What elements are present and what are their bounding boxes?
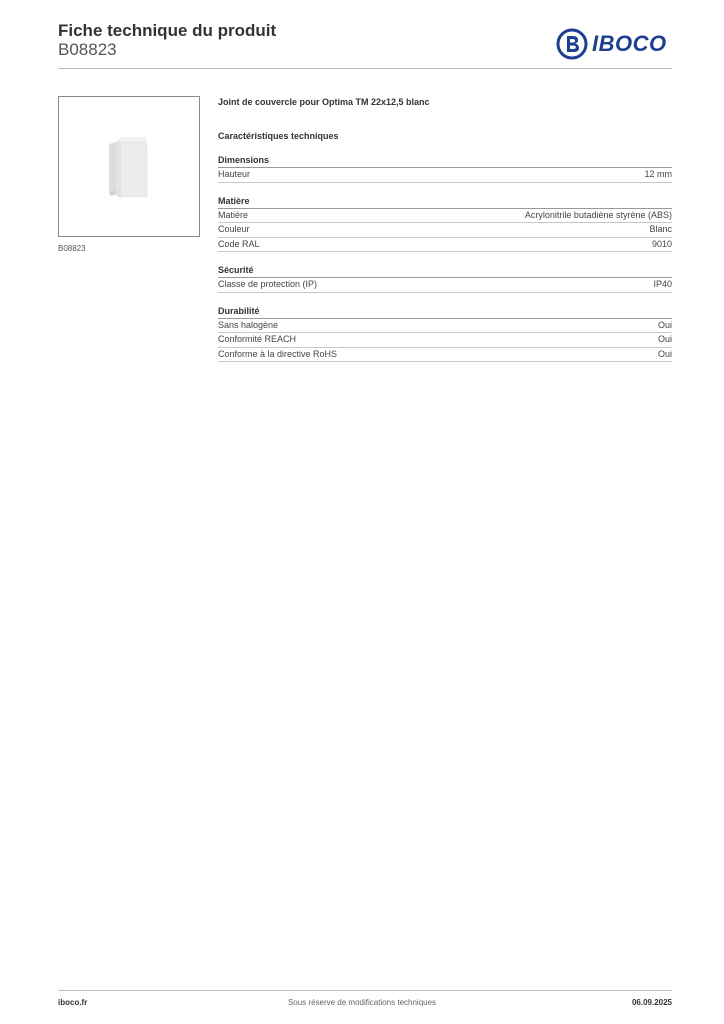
iboco-logo: [556, 28, 674, 60]
spec-label: Classe de protection (IP): [218, 279, 318, 289]
spec-value: Oui: [657, 334, 672, 344]
spec-label: Conformité REACH: [218, 334, 297, 344]
spec-row: [218, 209, 672, 224]
page-title: Fiche technique du produit: [58, 21, 277, 40]
spec-row: [218, 278, 672, 293]
spec-row: [218, 319, 672, 334]
spec-group-title: Matière: [218, 195, 672, 209]
spec-group-title: Sécurité: [218, 264, 672, 278]
spec-value: Oui: [657, 319, 672, 330]
product-code: B08823: [58, 40, 117, 59]
spec-content: [218, 96, 672, 362]
spec-value: Acrylonitrile butadiène styrène (ABS): [524, 209, 672, 220]
spec-group: [218, 195, 672, 253]
spec-row: [218, 168, 672, 183]
spec-group-title: Durabilité: [218, 305, 672, 319]
header-divider: [58, 68, 672, 69]
footer-divider: [58, 990, 672, 991]
spec-value: IP40: [653, 279, 672, 289]
footer-website: iboco.fr: [58, 998, 88, 1007]
spec-value: Oui: [657, 348, 672, 359]
logo-wordmark: IBOCO: [592, 31, 667, 56]
footer-date: 06.09.2025: [631, 998, 672, 1007]
product-image: [58, 96, 200, 237]
spec-label: Matière: [218, 209, 249, 220]
image-caption: B08823: [58, 244, 86, 253]
spec-label: Sans halogène: [218, 319, 279, 330]
footer-notice: Sous réserve de modifications techniques: [287, 998, 437, 1007]
spec-row: [218, 238, 672, 253]
spec-group-title: Dimensions: [218, 154, 672, 168]
spec-group: [218, 305, 672, 363]
section-label: Caractéristiques techniques: [218, 131, 339, 141]
spec-group: [218, 154, 672, 183]
product-title: Joint de couvercle pour Optima TM 22x12,5 blanc: [218, 97, 430, 107]
spec-groups: [218, 154, 672, 362]
spec-label: Code RAL: [218, 238, 260, 249]
spec-label: Couleur: [218, 224, 250, 234]
spec-row: [218, 333, 672, 348]
spec-value: 12 mm: [644, 169, 672, 179]
spec-row: [218, 223, 672, 238]
spec-label: Conforme à la directive RoHS: [218, 348, 338, 359]
cover-joint-picture: [59, 97, 199, 236]
spec-label: Hauteur: [218, 169, 251, 179]
iboco-logo-icon: [556, 28, 588, 60]
spec-value: Blanc: [649, 224, 672, 234]
spec-row: [218, 348, 672, 363]
spec-value: 9010: [651, 238, 672, 249]
spec-group: [218, 264, 672, 293]
